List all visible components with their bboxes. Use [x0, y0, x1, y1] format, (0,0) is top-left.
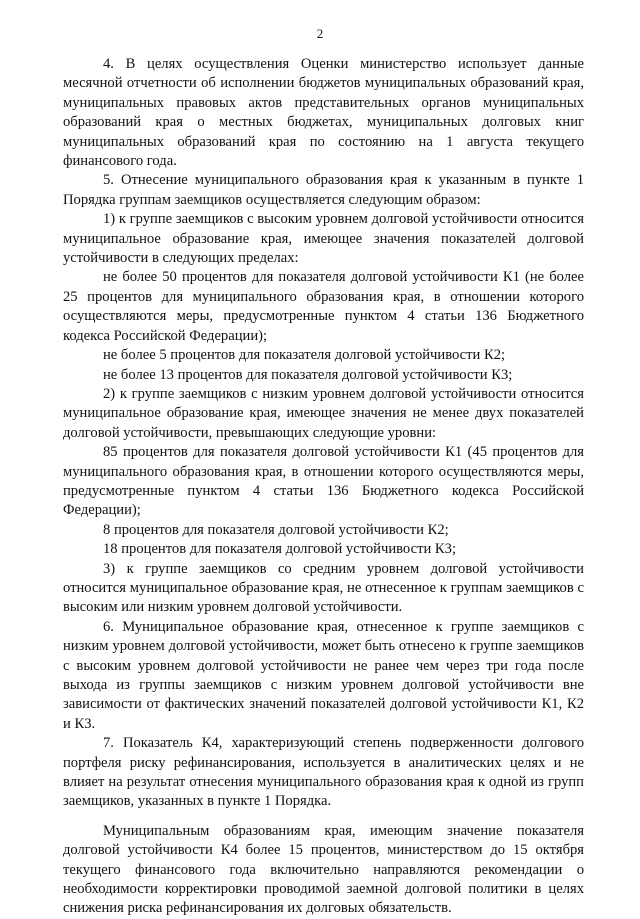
paragraph-4: 4. В целях осуществления Оценки министерство использует данные месячной отчетности об исполнении бюджетов муниципальных образований края, муниципальных правовых актов представительных органов муниципальных образований края о местных бюджетах, муниципальных долговых книг муниципальных образований края по состоянию на 1 августа текущего финансового года.	[63, 56, 584, 170]
paragraph-5-item-1-k1: не более 50 процентов для показателя долговой устойчивости К1 (не более 25 процентов для муниципального образования края, в отношении которого осуществляются меры, предусмотренные пунктом 4 статьи 136 Бюджетного кодекса Российской Федерации);	[63, 269, 584, 344]
paragraph-5-item-2-k3: 18 процентов для показателя долговой устойчивости К3;	[103, 541, 456, 558]
paragraph-7: 7. Показатель К4, характеризующий степень подверженности долгового портфеля риску рефинансирования, используется в аналитических целях и не влияет на результат отнесения муниципального образования края к одной из групп заемщиков, указанных в пункте 1 Порядка.	[63, 735, 584, 810]
paragraph-5-item-1: 1) к группе заемщиков с высоким уровнем долговой устойчивости относится муниципальное образование края, имеющее значения показателей долговой устойчивости в следующих пределах:	[63, 211, 584, 267]
paragraph-5-item-2: 2) к группе заемщиков с низким уровнем долговой устойчивости относится муниципальное образование края, имеющее значения не менее двух показателей долговой устойчивости, превышающих следующие уровни:	[63, 385, 584, 441]
paragraph-5: 5. Отнесение муниципального образования края к указанным в пункте 1 Порядка группам заемщиков осуществляется следующим образом:	[63, 172, 584, 208]
paragraph-recommendations: Муниципальным образованиям края, имеющим значение показателя долговой устойчивости К4 более 15 процентов, министерством до 15 октября текущего финансового года включительно направляются рекомендации о необходимости корректировки проводимой заемной долговой политики в целях снижения риска рефинансирования их долговых обязательств.	[63, 822, 584, 917]
paragraph-5-item-3: 3) к группе заемщиков со средним уровнем долговой устойчивости относится муниципальное образование края, не отнесенное к группам заемщиков с высоким или низким уровнем долговой устойчивости.	[63, 560, 584, 616]
paragraph-5-item-1-k2: не более 5 процентов для показателя долговой устойчивости К2;	[103, 347, 506, 364]
paragraph-6: 6. Муниципальное образование края, отнесенное к группе заемщиков с низким уровнем долговой устойчивости, может быть отнесено к группе заемщиков с высоким уровнем долговой устойчивости не ранее чем через три года после выхода из группы заемщиков с низким уровнем долговой устойчивости вне зависимости от фактических значений показателей долговой устойчивости К1, К2 и К3.	[63, 618, 584, 732]
paragraph-5-item-2-k1: 85 процентов для показателя долговой устойчивости К1 (45 процентов для муниципального образования края, в отношении которого осуществляются меры, предусмотренные пунктом 4 статьи 136 Бюджетного кодекса Российской Федерации);	[63, 444, 584, 519]
document-body	[63, 55, 584, 919]
page-number: 2	[316, 26, 324, 41]
paragraph-5-item-1-k3: не более 13 процентов для показателя долговой устойчивости К3;	[103, 366, 513, 383]
paragraph-5-item-2-k2: 8 процентов для показателя долговой устойчивости К2;	[103, 521, 449, 538]
